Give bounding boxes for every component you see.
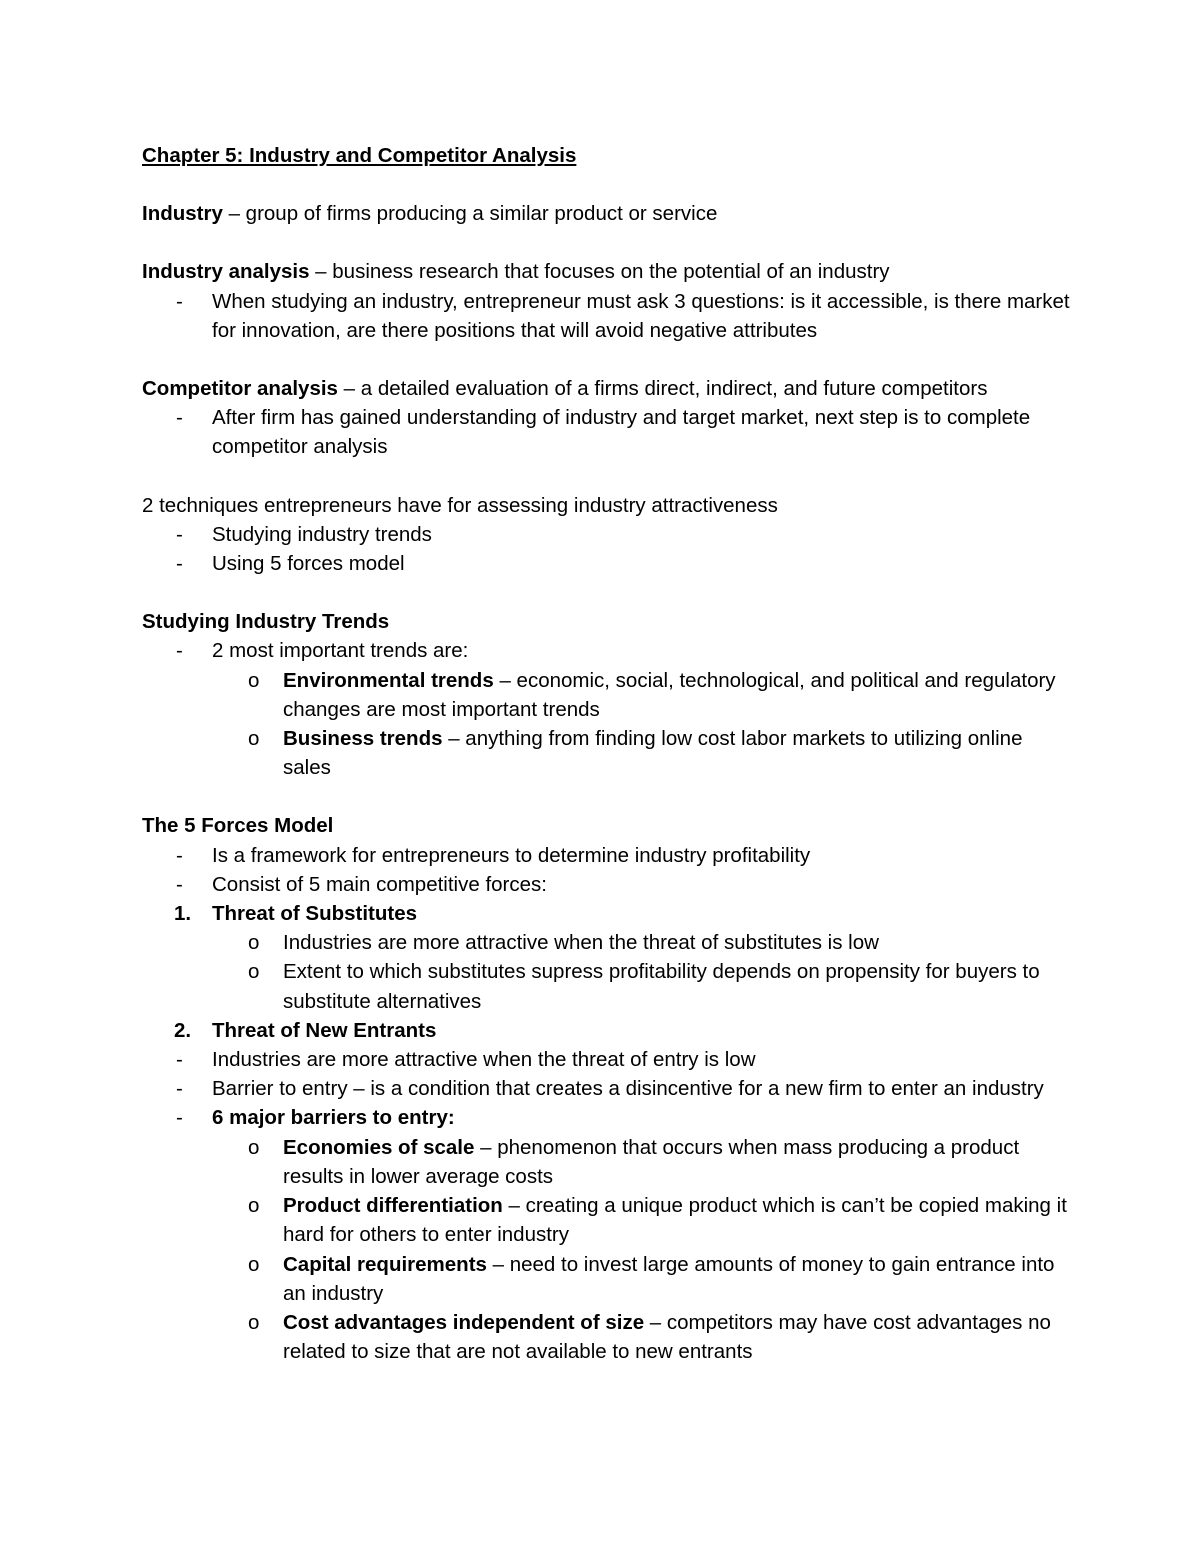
list-item <box>142 549 1072 578</box>
term: Capital requirements <box>283 1252 487 1276</box>
definition: – creating a unique product which is can’t be copied making it hard for others to enter industry <box>283 1194 1067 1247</box>
list-item-text: After firm has gained understanding of industry and target market, next step is to complete competitor analysis <box>212 406 1031 459</box>
dash-bullet: - <box>176 843 183 867</box>
forces-heading: The 5 Forces Model <box>142 814 334 838</box>
dash-bullet: - <box>176 406 183 430</box>
list-item-text: 6 major barriers to entry: <box>212 1106 455 1130</box>
list-item-text: 2 most important trends are: <box>212 639 469 663</box>
circle-bullet: o <box>248 931 260 955</box>
item-label: Threat of Substitutes <box>212 902 418 926</box>
term: Economies of scale <box>283 1135 475 1159</box>
techniques-intro: 2 techniques entrepreneurs have for assessing industry attractiveness <box>142 493 778 517</box>
competitor-analysis-definition <box>142 374 1072 403</box>
dash-bullet: - <box>176 872 183 896</box>
definition: – business research that focuses on the potential of an industry <box>309 260 890 284</box>
circle-bullet: o <box>248 1310 260 1334</box>
list-item <box>142 1045 1072 1074</box>
definition: – phenomenon that occurs when mass producing a product results in lower average costs <box>283 1135 1020 1188</box>
dash-bullet: - <box>176 552 183 576</box>
numbered-item-1 <box>142 899 1072 928</box>
list-item-text: Studying industry trends <box>212 522 432 546</box>
circle-bullet: o <box>248 668 260 692</box>
list-item-text: Industries are more attractive when the threat of substitutes is low <box>283 931 879 955</box>
definition: – competitors may have cost advantages no related to size that are not available to new entrants <box>283 1310 1051 1364</box>
list-item-text: Extent to which substitutes supress profitability depends on propensity for buyers to substitute alternatives <box>283 960 1040 1013</box>
list-item <box>142 841 1072 870</box>
list-item-text: Consist of 5 main competitive forces: <box>212 872 547 896</box>
term: Industry <box>142 202 223 226</box>
list-item-text: Is a framework for entrepreneurs to determine industry profitability <box>212 843 811 867</box>
item-number: 2. <box>174 1018 192 1042</box>
list-item-text: Industries are more attractive when the threat of entry is low <box>212 1048 756 1072</box>
item-label: Threat of New Entrants <box>212 1018 437 1042</box>
definition: – anything from finding low cost labor markets to utilizing online sales <box>283 727 1023 780</box>
trends-heading: Studying Industry Trends <box>142 610 390 634</box>
sub-list-item <box>142 724 1072 782</box>
numbered-item-2 <box>142 1016 1072 1045</box>
term: Industry analysis <box>142 260 310 284</box>
list-item-text: Barrier to entry – is a condition that creates a disincentive for a new firm to enter an industry <box>212 1077 1044 1101</box>
definition: – a detailed evaluation of a firms direct, indirect, and future competitors <box>337 377 988 401</box>
sub-list-item <box>142 957 1072 1015</box>
list-item <box>142 1074 1072 1103</box>
dash-bullet: - <box>176 289 183 313</box>
dash-bullet: - <box>176 1077 183 1101</box>
dash-bullet: - <box>176 639 183 663</box>
industry-definition <box>142 199 1072 228</box>
dash-bullet: - <box>176 522 183 546</box>
sub-list-item <box>142 928 1072 957</box>
sub-list-item <box>142 1191 1072 1249</box>
list-item-text: When studying an industry, entrepreneur must ask 3 questions: is it accessible, is there market for innovation, are there positions that will avoid negative attributes <box>212 289 1070 342</box>
sub-list-item <box>142 1133 1072 1191</box>
term: Competitor analysis <box>142 377 338 401</box>
list-item-text: Using 5 forces model <box>212 552 405 576</box>
sub-list-item <box>142 666 1072 724</box>
list-item <box>142 403 1072 461</box>
circle-bullet: o <box>248 960 260 984</box>
term: Environmental trends <box>283 668 494 692</box>
item-number: 1. <box>174 902 192 926</box>
list-item <box>142 1103 1072 1132</box>
dash-bullet: - <box>176 1048 183 1072</box>
circle-bullet: o <box>248 1252 260 1276</box>
term: Cost advantages independent of size <box>283 1310 645 1334</box>
sub-list-item <box>142 1308 1072 1366</box>
term: Business trends <box>283 727 443 751</box>
sub-list-item <box>142 1250 1072 1308</box>
definition: – economic, social, technological, and political and regulatory changes are most important trends <box>283 668 1056 721</box>
definition: – group of firms producing a similar product or service <box>222 202 718 226</box>
list-item <box>142 870 1072 899</box>
definition: – need to invest large amounts of money to gain entrance into an industry <box>283 1252 1055 1305</box>
industry-analysis-definition <box>142 257 1072 286</box>
circle-bullet: o <box>248 1135 260 1159</box>
list-item <box>142 636 1072 665</box>
circle-bullet: o <box>248 727 260 751</box>
list-item <box>142 287 1072 345</box>
dash-bullet: - <box>176 1106 183 1130</box>
circle-bullet: o <box>248 1194 260 1218</box>
term: Product differentiation <box>283 1194 503 1218</box>
document-body <box>142 141 1072 1366</box>
list-item <box>142 520 1072 549</box>
page-title: Chapter 5: Industry and Competitor Analysis <box>142 144 577 167</box>
